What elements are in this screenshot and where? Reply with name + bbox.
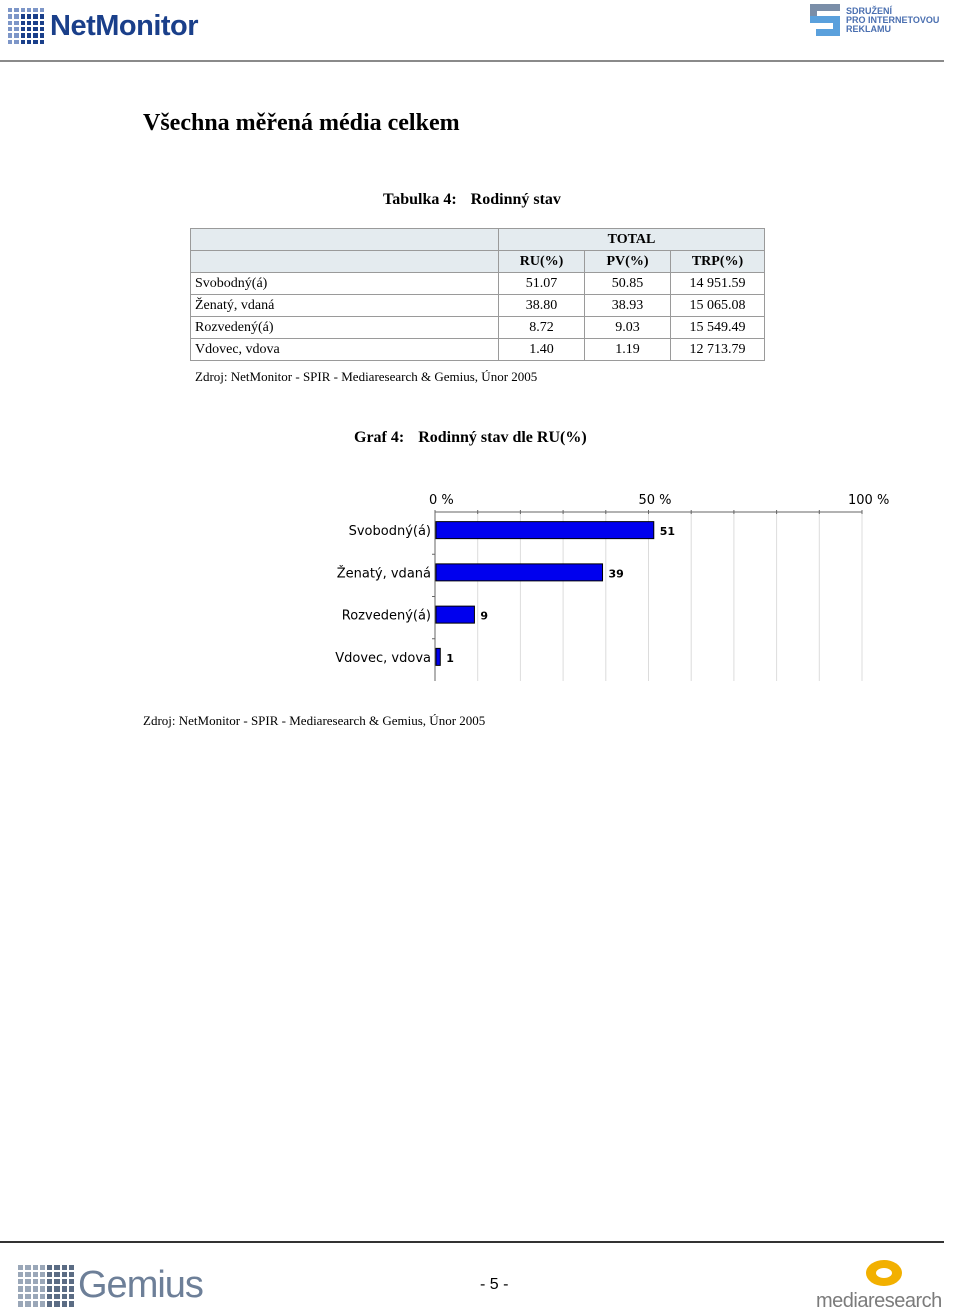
chart-caption bbox=[354, 429, 587, 447]
table-caption bbox=[383, 191, 561, 209]
netmonitor-logo-text: NetMonitor bbox=[50, 9, 199, 42]
table-cell: 8.72 bbox=[499, 317, 585, 339]
column-header: PV(%) bbox=[585, 251, 671, 273]
table-group-header-row bbox=[191, 229, 765, 251]
chart-source-note: Zdroj: NetMonitor - SPIR - Mediaresearch & Gemius, Únor 2005 bbox=[143, 713, 486, 728]
row-label: Svobodný(á) bbox=[191, 273, 499, 295]
netmonitor-logo-icon bbox=[8, 8, 44, 44]
footer-divider bbox=[0, 1241, 944, 1243]
table-column-header-row bbox=[191, 251, 765, 273]
category-label: Vdovec, vdova bbox=[335, 650, 431, 666]
category-label: Ženatý, vdaná bbox=[336, 566, 431, 582]
table-caption-number: Tabulka 4: bbox=[383, 191, 457, 208]
table-header-blank bbox=[191, 229, 499, 251]
bar bbox=[436, 648, 440, 665]
category-label: Rozvedený(á) bbox=[341, 608, 431, 624]
mediaresearch-logo-icon bbox=[866, 1260, 902, 1286]
table-row bbox=[191, 295, 765, 317]
row-label: Vdovec, vdova bbox=[191, 339, 499, 361]
bar-chart bbox=[300, 485, 900, 685]
chart-caption-title: Rodinný stav dle RU(%) bbox=[418, 429, 587, 446]
table-row bbox=[191, 273, 765, 295]
table-source-note: Zdroj: NetMonitor - SPIR - Mediaresearch & Gemius, Únor 2005 bbox=[195, 369, 538, 384]
column-header: TRP(%) bbox=[671, 251, 765, 273]
table-cell: 38.93 bbox=[585, 295, 671, 317]
table-cell: 14 951.59 bbox=[671, 273, 765, 295]
row-label: Ženatý, vdaná bbox=[191, 295, 499, 317]
gemius-logo bbox=[18, 1264, 203, 1307]
table-cell: 51.07 bbox=[499, 273, 585, 295]
table-caption-title: Rodinný stav bbox=[470, 191, 561, 208]
gemius-logo-icon bbox=[18, 1265, 74, 1307]
table-cell: 50.85 bbox=[585, 273, 671, 295]
x-tick-label: 0 % bbox=[429, 493, 454, 508]
table-cell: 38.80 bbox=[499, 295, 585, 317]
mediaresearch-logo bbox=[816, 1258, 956, 1313]
page-title: Všechna měřená média celkem bbox=[143, 110, 460, 136]
gemius-logo-text: Gemius bbox=[78, 1264, 203, 1306]
table-row bbox=[191, 317, 765, 339]
bar bbox=[436, 606, 474, 623]
row-label: Rozvedený(á) bbox=[191, 317, 499, 339]
data-table bbox=[190, 228, 765, 361]
chart-caption-number: Graf 4: bbox=[354, 429, 405, 446]
netmonitor-logo bbox=[8, 6, 198, 46]
table-cell: 15 065.08 bbox=[671, 295, 765, 317]
page-number: - 5 - bbox=[480, 1276, 509, 1293]
header-divider bbox=[0, 60, 944, 62]
x-tick-label: 50 % bbox=[638, 493, 672, 508]
table-group-header: TOTAL bbox=[499, 229, 765, 251]
mediaresearch-logo-text: mediaresearch bbox=[816, 1290, 942, 1312]
column-header: RU(%) bbox=[499, 251, 585, 273]
table-row bbox=[191, 339, 765, 361]
spir-logo bbox=[810, 4, 939, 36]
bar bbox=[436, 564, 603, 581]
table-cell: 12 713.79 bbox=[671, 339, 765, 361]
category-label: Svobodný(á) bbox=[348, 524, 431, 540]
table-cell: 15 549.49 bbox=[671, 317, 765, 339]
spir-logo-icon bbox=[810, 4, 840, 36]
table-cell: 1.40 bbox=[499, 339, 585, 361]
table-cell: 9.03 bbox=[585, 317, 671, 339]
data-label: 39 bbox=[608, 567, 624, 581]
x-tick-label: 100 % bbox=[848, 493, 890, 508]
data-label: 51 bbox=[659, 525, 676, 539]
data-label: 1 bbox=[446, 651, 454, 665]
data-label: 9 bbox=[480, 609, 489, 623]
table-header-blank bbox=[191, 251, 499, 273]
spir-logo-text: SDRUŽENÍ PRO INTERNETOVOU REKLAMU bbox=[846, 5, 940, 34]
bar bbox=[436, 522, 654, 539]
table-cell: 1.19 bbox=[585, 339, 671, 361]
